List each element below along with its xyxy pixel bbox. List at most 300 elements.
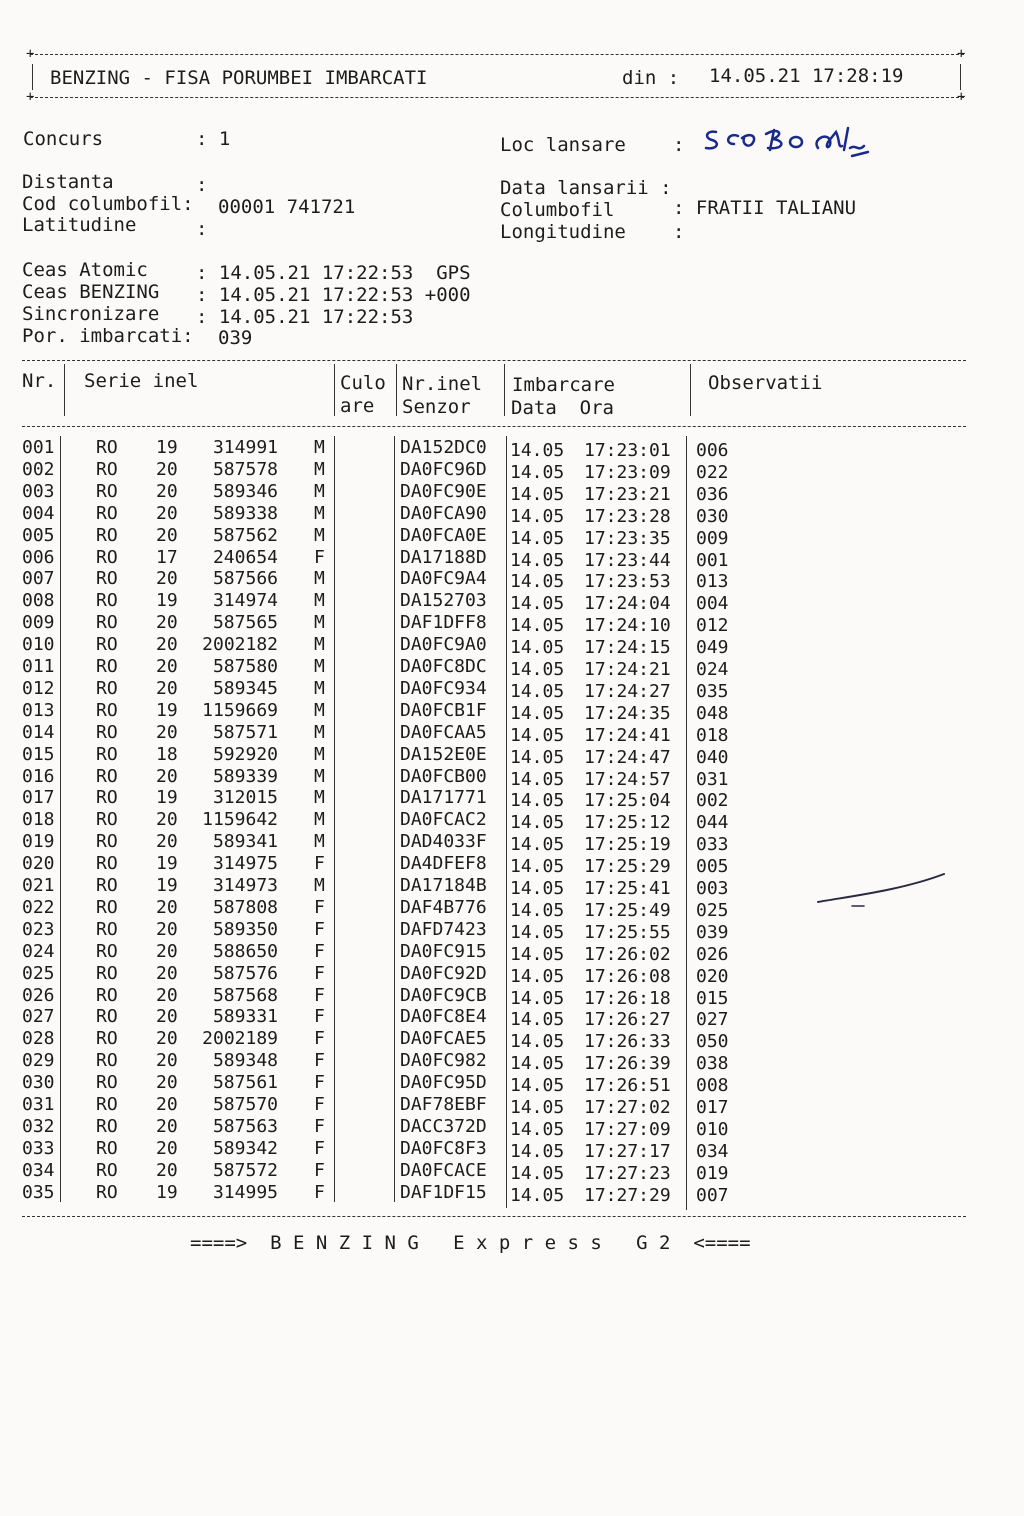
boarding-time-cell: 17:27:02 [584, 1097, 671, 1118]
corner-mark: + [957, 89, 966, 105]
observation-cell: 006 [696, 440, 729, 461]
concurs-label: Concurs [23, 128, 104, 150]
boarding-date-cell: 14.05 [510, 571, 565, 593]
serie-country-cell: RO [96, 524, 118, 546]
table-row [0, 547, 1024, 569]
latitudine-value: : [196, 218, 208, 240]
boarding-time-cell: 17:26:39 [584, 1053, 671, 1075]
table-row [0, 700, 1024, 722]
boarding-time-cell: 17:27:09 [584, 1118, 671, 1140]
serie-number-cell: 587578 [212, 458, 278, 480]
row-number-cell: 022 [22, 896, 55, 918]
row-number-cell: 035 [22, 1181, 55, 1203]
serie-number-cell: 588650 [212, 940, 278, 962]
row-number-cell: 002 [22, 458, 55, 480]
serie-number-cell: 587568 [212, 984, 278, 1006]
row-number-cell: 027 [22, 1006, 55, 1028]
boarding-time-cell: 17:27:23 [584, 1162, 671, 1184]
data-lansarii-label: Data lansarii : [500, 177, 672, 199]
sex-cell: M [314, 568, 325, 590]
boarding-date-cell: 14.05 [510, 1140, 565, 1162]
row-number-cell: 026 [22, 984, 55, 1006]
serie-number-cell: 589342 [212, 1137, 278, 1159]
boarding-time-cell: 17:25:29 [584, 856, 671, 878]
observation-cell: 036 [696, 483, 729, 505]
serie-year-cell: 20 [156, 502, 178, 524]
boarding-date-cell: 14.05 [510, 965, 565, 987]
boarding-date-cell: 14.05 [510, 461, 565, 483]
sex-cell: M [314, 721, 325, 743]
boarding-time-cell: 17:23:28 [584, 505, 671, 527]
column-header-senzor: Senzor [402, 396, 471, 418]
row-number-cell: 025 [22, 962, 55, 984]
serie-year-cell: 20 [156, 677, 178, 699]
boarding-date-cell: 14.05 [510, 1097, 565, 1118]
corner-mark: + [26, 89, 35, 105]
serie-number-cell: 587561 [212, 1072, 278, 1094]
sensor-id-cell: DA0FC95D [400, 1072, 487, 1094]
sensor-id-cell: DA152703 [400, 590, 487, 612]
boarding-date-cell: 14.05 [510, 1162, 565, 1184]
boarding-time-cell: 17:24:57 [584, 768, 671, 790]
serie-number-cell: 589348 [212, 1050, 278, 1072]
sex-cell: F [314, 962, 325, 984]
header-bottom-border [30, 97, 964, 98]
serie-country-cell: RO [96, 831, 118, 853]
serie-year-cell: 19 [156, 437, 178, 458]
boarding-time-cell: 17:27:29 [584, 1184, 671, 1206]
boarding-date-cell: 14.05 [510, 724, 565, 746]
table-row [0, 525, 1024, 547]
serie-country-cell: RO [96, 1094, 118, 1115]
table-row [0, 1006, 1024, 1031]
serie-year-cell: 20 [156, 918, 178, 940]
serie-year-cell: 20 [156, 568, 178, 590]
sincronizare-value: : 14.05.21 17:22:53 [196, 306, 414, 328]
boarding-time-cell: 17:24:47 [584, 746, 671, 768]
boarding-time-cell: 17:26:02 [584, 943, 671, 965]
boarding-time-cell: 17:25:19 [584, 834, 671, 856]
cod-columbofil-label: Cod columbofil: [22, 193, 194, 215]
porumbei-imbarcati-label: Por. imbarcati: [22, 325, 194, 347]
sensor-id-cell: DA0FC8DC [400, 656, 487, 677]
column-header-imbarcare: Imbarcare [512, 374, 615, 396]
serie-country-cell: RO [96, 612, 118, 634]
footer-brand: ====> B E N Z I N G E x p r e s s G 2 <==== [190, 1232, 751, 1254]
table-row [0, 1182, 1024, 1204]
boarding-date-cell: 14.05 [510, 440, 565, 461]
table-row [0, 612, 1024, 637]
column-header-data-ora: Data Ora [511, 397, 614, 419]
serie-year-cell: 20 [156, 1094, 178, 1115]
serie-year-cell: 20 [156, 962, 178, 984]
observation-cell: 048 [696, 702, 729, 724]
boarding-date-cell: 14.05 [510, 1118, 565, 1140]
sex-cell: M [314, 480, 325, 502]
observation-cell: 022 [696, 461, 729, 483]
sex-cell: F [314, 1072, 325, 1094]
boarding-date-cell: 14.05 [510, 702, 565, 724]
serie-year-cell: 20 [156, 831, 178, 853]
serie-country-cell: RO [96, 502, 118, 524]
observation-cell: 010 [696, 1118, 729, 1140]
table-row [0, 1116, 1024, 1138]
sex-cell: M [314, 612, 325, 634]
serie-number-cell: 587563 [212, 1115, 278, 1137]
serie-country-cell: RO [96, 787, 118, 809]
serie-number-cell: 589346 [212, 480, 278, 502]
sensor-id-cell: DACC372D [400, 1115, 487, 1137]
boarding-time-cell: 17:25:49 [584, 899, 671, 921]
boarding-time-cell: 17:24:41 [584, 724, 671, 746]
serie-country-cell: RO [96, 1050, 118, 1072]
longitudine-value: : [673, 221, 685, 243]
row-number-cell: 018 [22, 809, 55, 831]
sensor-id-cell: DA0FCB00 [400, 765, 487, 787]
row-number-cell: 004 [22, 502, 55, 524]
boarding-time-cell: 17:23:53 [584, 571, 671, 593]
row-number-cell: 028 [22, 1028, 55, 1050]
serie-number-cell: 587570 [212, 1094, 278, 1115]
serie-year-cell: 20 [156, 1137, 178, 1159]
serie-country-cell: RO [96, 809, 118, 831]
boarding-date-cell: 14.05 [510, 790, 565, 812]
observation-cell: 024 [696, 659, 729, 680]
table-row [0, 809, 1024, 834]
ceas-benzing-value: : 14.05.21 17:22:53 +000 [196, 284, 471, 306]
observation-cell: 004 [696, 593, 729, 615]
serie-number-cell: 314973 [212, 875, 278, 896]
row-number-cell: 024 [22, 940, 55, 962]
sensor-id-cell: DA0FCAC2 [400, 809, 487, 831]
observation-cell: 030 [696, 505, 729, 527]
sex-cell: F [314, 1094, 325, 1115]
table-header-bottom-border [22, 426, 966, 427]
column-divider [64, 364, 65, 416]
pen-stroke-mark [812, 868, 948, 912]
boarding-time-cell: 17:26:18 [584, 987, 671, 1009]
column-divider [690, 364, 691, 416]
observation-cell: 033 [696, 834, 729, 856]
serie-year-cell: 20 [156, 524, 178, 546]
sensor-id-cell: DA0FCA0E [400, 524, 487, 546]
observation-cell: 034 [696, 1140, 729, 1162]
boarding-time-cell: 17:25:12 [584, 812, 671, 834]
observation-cell: 039 [696, 921, 729, 943]
serie-country-cell: RO [96, 743, 118, 765]
sensor-id-cell: DA0FC9CB [400, 984, 487, 1006]
serie-year-cell: 20 [156, 896, 178, 918]
boarding-date-cell: 14.05 [510, 812, 565, 834]
row-number-cell: 015 [22, 743, 55, 765]
serie-number-cell: 587566 [212, 568, 278, 590]
serie-number-cell: 589350 [212, 918, 278, 940]
table-row [0, 481, 1024, 503]
serie-country-cell: RO [96, 699, 118, 721]
table-row [0, 1160, 1024, 1182]
ceas-atomic-value: : 14.05.21 17:22:53 GPS [196, 262, 471, 284]
sensor-id-cell: DA0FC915 [400, 940, 487, 962]
boarding-date-cell: 14.05 [510, 1075, 565, 1097]
serie-country-cell: RO [96, 765, 118, 787]
sincronizare-label: Sincronizare [22, 303, 160, 325]
serie-country-cell: RO [96, 1006, 118, 1028]
table-row [0, 1072, 1024, 1097]
row-number-cell: 001 [22, 437, 55, 458]
serie-number-cell: 587580 [212, 656, 278, 677]
serie-year-cell: 19 [156, 699, 178, 721]
serie-country-cell: RO [96, 1072, 118, 1094]
serie-number-cell: 589331 [212, 1006, 278, 1028]
boarding-date-cell: 14.05 [510, 878, 565, 899]
boarding-date-cell: 14.05 [510, 921, 565, 943]
sex-cell: M [314, 831, 325, 853]
serie-country-cell: RO [96, 437, 118, 458]
sex-cell: F [314, 1181, 325, 1203]
serie-year-cell: 20 [156, 612, 178, 634]
serie-country-cell: RO [96, 984, 118, 1006]
column-header-serie-inel: Serie inel [84, 370, 199, 392]
row-number-cell: 013 [22, 699, 55, 721]
sensor-id-cell: DA0FC92D [400, 962, 487, 984]
serie-number-cell: 587571 [212, 721, 278, 743]
table-top-border [22, 360, 966, 361]
serie-country-cell: RO [96, 940, 118, 962]
sensor-id-cell: DAFD7423 [400, 918, 487, 940]
boarding-time-cell: 17:25:41 [584, 878, 671, 899]
boarding-time-cell: 17:24:21 [584, 659, 671, 680]
sex-cell: F [314, 546, 325, 568]
table-row [0, 634, 1024, 659]
sensor-id-cell: DA17184B [400, 875, 487, 896]
row-number-cell: 012 [22, 677, 55, 699]
observation-cell: 017 [696, 1097, 729, 1118]
table-row [0, 941, 1024, 963]
observation-cell: 031 [696, 768, 729, 790]
serie-year-cell: 20 [156, 480, 178, 502]
column-header-nr: Nr. [22, 370, 57, 392]
sensor-id-cell: DA0FC96D [400, 458, 487, 480]
boarding-date-cell: 14.05 [510, 615, 565, 637]
sensor-id-cell: DA0FC90E [400, 480, 487, 502]
sex-cell: F [314, 1159, 325, 1181]
cod-columbofil-value: 00001 741721 [218, 196, 356, 218]
table-row [0, 678, 1024, 700]
boarding-time-cell: 17:26:51 [584, 1075, 671, 1097]
sensor-id-cell: DA4DFEF8 [400, 853, 487, 875]
boarding-time-cell: 17:23:21 [584, 483, 671, 505]
serie-number-cell: 1159669 [202, 699, 278, 721]
row-number-cell: 003 [22, 480, 55, 502]
boarding-date-cell: 14.05 [510, 593, 565, 615]
serie-year-cell: 17 [156, 546, 178, 568]
row-number-cell: 017 [22, 787, 55, 809]
serie-number-cell: 587576 [212, 962, 278, 984]
serie-country-cell: RO [96, 962, 118, 984]
sex-cell: M [314, 787, 325, 809]
serie-country-cell: RO [96, 634, 118, 656]
row-number-cell: 020 [22, 853, 55, 875]
serie-year-cell: 19 [156, 875, 178, 896]
column-divider [504, 364, 505, 416]
sex-cell: F [314, 918, 325, 940]
concurs-value: : 1 [196, 128, 231, 150]
observation-cell: 020 [696, 965, 729, 987]
table-row [0, 437, 1024, 459]
row-number-cell: 021 [22, 875, 55, 896]
sex-cell: M [314, 458, 325, 480]
table-row [0, 503, 1024, 525]
header-right-border [960, 64, 961, 90]
serie-number-cell: 312015 [212, 787, 278, 809]
boarding-date-cell: 14.05 [510, 527, 565, 549]
print-date-label: din : [622, 67, 680, 89]
row-number-cell: 031 [22, 1094, 55, 1115]
observation-cell: 025 [696, 899, 729, 921]
boarding-time-cell: 17:23:01 [584, 440, 671, 461]
loc-lansare-label: Loc lansare [500, 134, 626, 156]
observation-cell: 003 [696, 878, 729, 899]
boarding-date-cell: 14.05 [510, 1009, 565, 1031]
sex-cell: M [314, 502, 325, 524]
boarding-date-cell: 14.05 [510, 1031, 565, 1053]
boarding-time-cell: 17:24:04 [584, 593, 671, 615]
observation-cell: 001 [696, 549, 729, 571]
sex-cell: F [314, 940, 325, 962]
boarding-date-cell: 14.05 [510, 637, 565, 659]
observation-cell: 009 [696, 527, 729, 549]
table-row [0, 919, 1024, 941]
serie-number-cell: 592920 [212, 743, 278, 765]
serie-number-cell: 587562 [212, 524, 278, 546]
row-number-cell: 029 [22, 1050, 55, 1072]
serie-country-cell: RO [96, 1181, 118, 1203]
table-row [0, 766, 1024, 788]
sex-cell: F [314, 1006, 325, 1028]
observation-cell: 049 [696, 637, 729, 659]
sensor-id-cell: DA0FCB1F [400, 699, 487, 721]
serie-year-cell: 20 [156, 1159, 178, 1181]
observation-cell: 026 [696, 943, 729, 965]
serie-country-cell: RO [96, 721, 118, 743]
boarding-date-cell: 14.05 [510, 659, 565, 680]
row-number-cell: 033 [22, 1137, 55, 1159]
row-number-cell: 023 [22, 918, 55, 940]
row-number-cell: 008 [22, 590, 55, 612]
table-row [0, 963, 1024, 985]
observation-cell: 008 [696, 1075, 729, 1097]
row-number-cell: 011 [22, 656, 55, 677]
sex-cell: M [314, 809, 325, 831]
sensor-id-cell: DAF1DF15 [400, 1181, 487, 1203]
sex-cell: M [314, 634, 325, 656]
boarding-date-cell: 14.05 [510, 1053, 565, 1075]
sensor-id-cell: DA0FC9A0 [400, 634, 487, 656]
serie-year-cell: 20 [156, 1006, 178, 1028]
column-header-culoare-2: are [340, 395, 375, 417]
serie-number-cell: 314991 [212, 437, 278, 458]
sensor-id-cell: DA152E0E [400, 743, 487, 765]
sex-cell: M [314, 677, 325, 699]
row-number-cell: 016 [22, 765, 55, 787]
sex-cell: M [314, 699, 325, 721]
sensor-id-cell: DAF4B776 [400, 896, 487, 918]
sex-cell: M [314, 656, 325, 677]
document-title: BENZING - FISA PORUMBEI IMBARCATI [50, 67, 428, 89]
boarding-time-cell: 17:25:04 [584, 790, 671, 812]
observation-cell: 005 [696, 856, 729, 878]
header-left-border [32, 64, 33, 90]
sensor-id-cell: DAF78EBF [400, 1094, 487, 1115]
serie-year-cell: 19 [156, 1181, 178, 1203]
boarding-time-cell: 17:26:33 [584, 1031, 671, 1053]
observation-cell: 027 [696, 1009, 729, 1031]
serie-country-cell: RO [96, 546, 118, 568]
serie-country-cell: RO [96, 590, 118, 612]
serie-number-cell: 589338 [212, 502, 278, 524]
boarding-time-cell: 17:24:10 [584, 615, 671, 637]
boarding-time-cell: 17:24:35 [584, 702, 671, 724]
serie-country-cell: RO [96, 480, 118, 502]
boarding-time-cell: 17:23:44 [584, 549, 671, 571]
header-top-border [30, 54, 964, 55]
column-header-observatii: Observatii [708, 372, 823, 394]
serie-number-cell: 314974 [212, 590, 278, 612]
serie-number-cell: 587808 [212, 896, 278, 918]
distanta-value: : [196, 174, 208, 196]
serie-country-cell: RO [96, 1137, 118, 1159]
serie-year-cell: 18 [156, 743, 178, 765]
observation-cell: 002 [696, 790, 729, 812]
sensor-id-cell: DA0FCAA5 [400, 721, 487, 743]
sensor-id-cell: DA0FC8E4 [400, 1006, 487, 1028]
ceas-atomic-label: Ceas Atomic [22, 259, 148, 281]
sensor-id-cell: DA17188D [400, 546, 487, 568]
boarding-date-cell: 14.05 [510, 1184, 565, 1206]
table-row [0, 656, 1024, 678]
table-row [0, 590, 1024, 615]
sex-cell: F [314, 984, 325, 1006]
serie-country-cell: RO [96, 918, 118, 940]
ceas-benzing-label: Ceas BENZING [22, 281, 160, 303]
table-row [0, 1028, 1024, 1053]
latitudine-label: Latitudine [22, 214, 137, 236]
boarding-date-cell: 14.05 [510, 943, 565, 965]
sex-cell: F [314, 1137, 325, 1159]
observation-cell: 035 [696, 680, 729, 702]
serie-number-cell: 2002189 [202, 1028, 278, 1050]
serie-country-cell: RO [96, 1115, 118, 1137]
serie-number-cell: 589345 [212, 677, 278, 699]
row-number-cell: 010 [22, 634, 55, 656]
boarding-date-cell: 14.05 [510, 856, 565, 878]
serie-number-cell: 589339 [212, 765, 278, 787]
row-number-cell: 005 [22, 524, 55, 546]
observation-cell: 038 [696, 1053, 729, 1075]
observation-cell: 013 [696, 571, 729, 593]
serie-number-cell: 1159642 [202, 809, 278, 831]
boarding-time-cell: 17:24:15 [584, 637, 671, 659]
table-row [0, 459, 1024, 481]
observation-cell: 019 [696, 1162, 729, 1184]
column-divider [396, 364, 397, 416]
serie-country-cell: RO [96, 677, 118, 699]
serie-year-cell: 20 [156, 656, 178, 677]
table-row [0, 787, 1024, 812]
sex-cell: F [314, 853, 325, 875]
boarding-date-cell: 14.05 [510, 899, 565, 921]
row-number-cell: 034 [22, 1159, 55, 1181]
